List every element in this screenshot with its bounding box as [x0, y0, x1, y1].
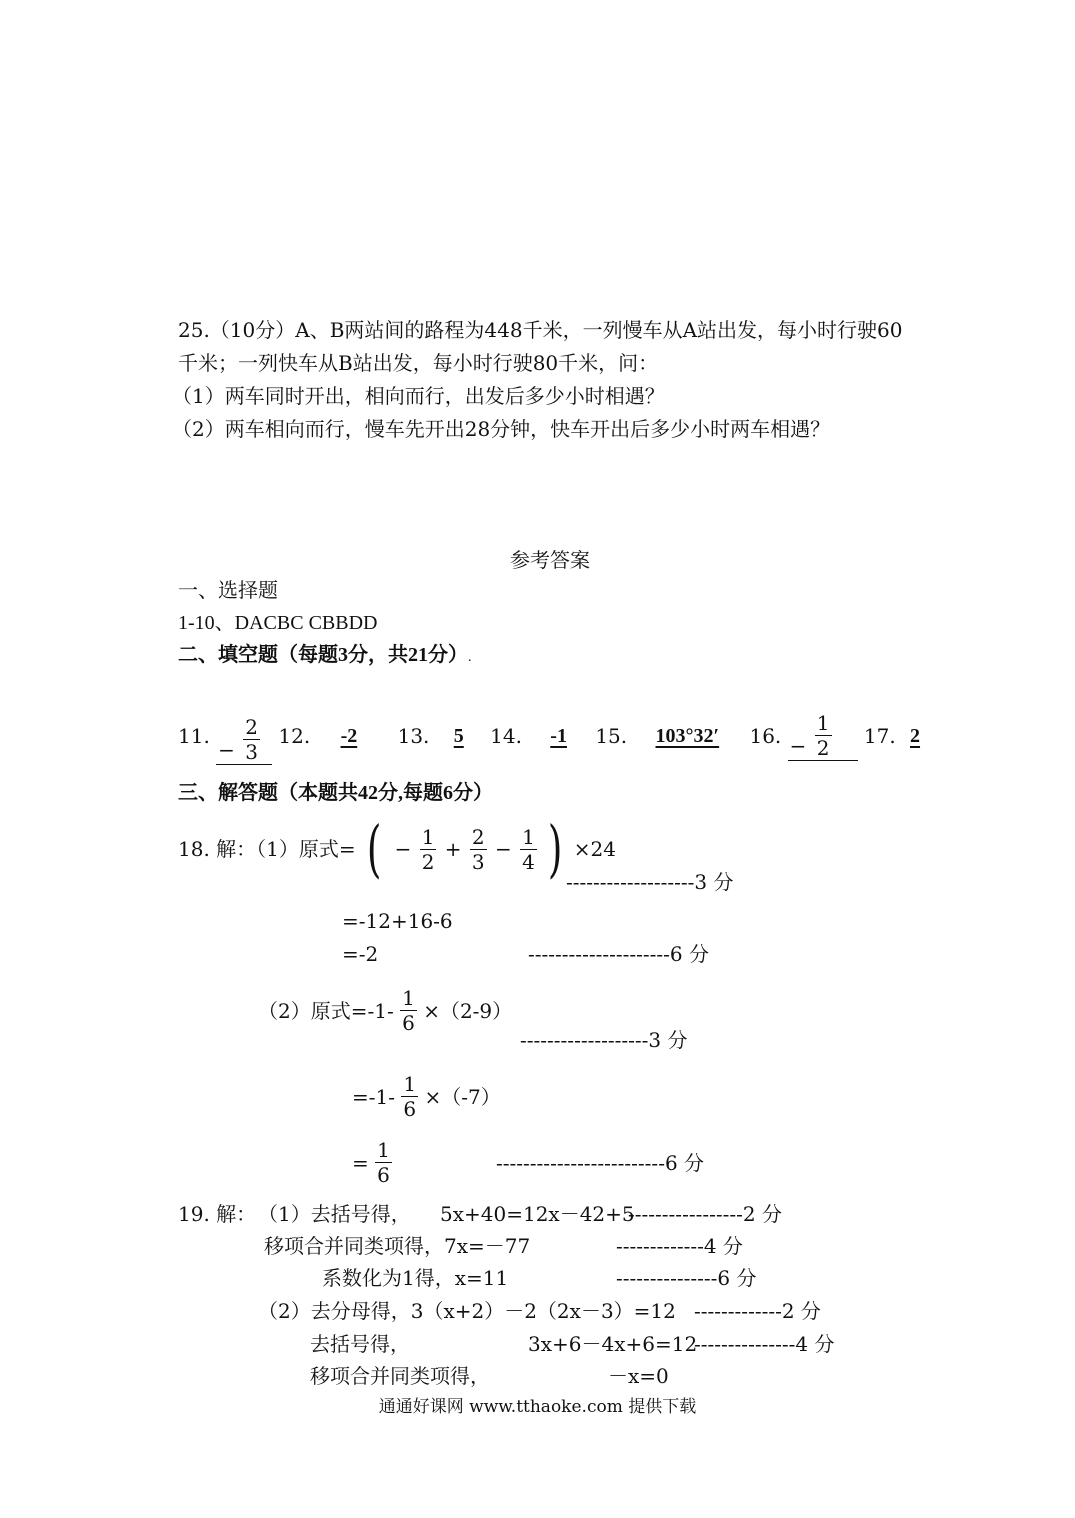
q11-answer	[216, 714, 272, 765]
section1-heading: 一、选择题	[178, 578, 278, 602]
section3-heading: 三、解答题（本题共42分,每题6分）	[178, 782, 493, 804]
q15-answer: 103°32′	[655, 724, 720, 747]
q18-p2-s1-num: 1	[403, 1072, 417, 1096]
q11-numerator: 2	[245, 714, 259, 739]
right-paren: )	[548, 812, 563, 885]
q18-mark1: -------------------3 分	[566, 870, 734, 894]
q19-l6b: －x=0	[608, 1364, 669, 1388]
q16-answer	[788, 710, 858, 761]
q12-answer: -2	[340, 724, 358, 747]
q13-number: 13.	[397, 723, 430, 748]
q19-l3a: 系数化为1得，x=11	[322, 1266, 509, 1290]
q11-number: 11.	[178, 723, 210, 748]
q19-l6a: 移项合并同类项得，	[310, 1364, 490, 1388]
q18-p2-s2-pre: =	[352, 1150, 369, 1175]
q18-part2-step2	[352, 1138, 392, 1194]
q18-part2-expression	[258, 986, 512, 1042]
section2-heading	[178, 641, 472, 672]
q16-denominator: 2	[816, 735, 830, 760]
left-paren: (	[366, 812, 382, 885]
q19-l2-mark: -------------4 分	[616, 1234, 743, 1258]
q14-answer: -1	[550, 724, 567, 747]
q17-number: 17.	[863, 723, 896, 748]
page-footer: 通通好课网 www.tthaoke.com 提供下载	[378, 1397, 697, 1417]
q18-frac3-num: 1	[522, 824, 535, 849]
q18-mark2: ---------------------6 分	[528, 942, 709, 966]
q18-mark3: -------------------3 分	[520, 1028, 688, 1052]
q18-label: 18. 解：（1）原式=	[178, 837, 356, 861]
q17-answer: 2	[910, 724, 921, 747]
q14-number: 14.	[490, 723, 522, 748]
q18-times: ×24	[573, 837, 617, 861]
q18-p2-s1-rest: ×（-7）	[424, 1084, 501, 1109]
q25-line2: 千米；一列快车从B站出发，每小时行驶80千米，问：	[178, 351, 659, 375]
q19-l4-mark: -------------2 分	[694, 1299, 821, 1323]
q19-l1-mark: -----------------2 分	[628, 1202, 782, 1226]
q18-p2-rest: ×（2-9）	[423, 998, 513, 1023]
q18-part1-expression: 18. 解：（1）原式= ( − $\frac{1}{2}$ + $\frac{2}{3}$ − $\frac{1}{4}$ ) ×24	[178, 812, 617, 885]
q18-p2-frac-num: 1	[402, 986, 415, 1010]
q15-number: 15.	[595, 723, 628, 748]
q16-number: 16.	[749, 723, 782, 748]
q19-l5a: 去括号得，	[310, 1332, 410, 1356]
section2-title: 二、填空题（每题3分，共21分）	[178, 644, 468, 666]
q19-l4a: （2）去分母得，3（x+2）－2（2x－3）=12	[258, 1299, 676, 1323]
q25-line1: 25.（10分）A、B两站间的路程为448千米，一列慢车从A站出发，每小时行驶60	[178, 318, 903, 342]
q19-l3-mark: ---------------6 分	[616, 1266, 757, 1290]
q18-frac3-den: 4	[522, 849, 535, 874]
q18-mark4: -------------------------6 分	[496, 1151, 705, 1175]
q19-l1b: 5x+40=12x－42+5	[440, 1202, 635, 1226]
section2-dot: .	[468, 650, 472, 665]
q18-p2-s2-den: 6	[377, 1163, 390, 1187]
q18-p2-s1-pre: =-1-	[352, 1084, 395, 1109]
q19-l1a: （1）去括号得，	[258, 1202, 411, 1226]
choice-answers: 1-10、DACBC CBBDD	[178, 612, 378, 634]
q18-p2-s1-den: 6	[403, 1097, 417, 1121]
fill-answers-row	[178, 706, 928, 766]
q19-l2a: 移项合并同类项得，7x=－77	[264, 1234, 531, 1258]
answers-title: 参考答案	[510, 548, 590, 572]
q18-frac2-den: 3	[471, 849, 485, 874]
q18-frac2-num: 2	[471, 824, 485, 849]
q11-denominator: 3	[245, 739, 259, 764]
q18-frac1-den: 2	[421, 849, 435, 874]
q13-answer: 5	[453, 724, 464, 747]
q16-minus: −	[789, 734, 807, 758]
q18-step1: =-12+16-6	[342, 909, 453, 933]
q18-p2-frac-den: 6	[402, 1011, 415, 1035]
q25-line3: （1）两车同时开出，相向而行，出发后多少小时相遇？	[172, 384, 665, 408]
q19-l5-mark: ---------------4 分	[694, 1332, 835, 1356]
q18-frac1-num: 1	[421, 824, 435, 849]
q18-step2: =-2	[342, 942, 379, 966]
q11-minus: −	[218, 738, 235, 762]
q18-part2-step1	[352, 1072, 501, 1128]
q18-p2-s2-num: 1	[377, 1138, 390, 1162]
q19-label: 19. 解：	[178, 1202, 257, 1226]
q25-line4: （2）两车相向而行，慢车先开出28分钟，快车开出后多少小时两车相遇？	[172, 417, 831, 441]
q16-numerator: 1	[816, 710, 830, 735]
q12-number: 12.	[278, 723, 311, 748]
q19-l5b: 3x+6－4x+6=12	[528, 1332, 698, 1356]
q18-p2-label: （2）原式=-1-	[258, 998, 394, 1023]
